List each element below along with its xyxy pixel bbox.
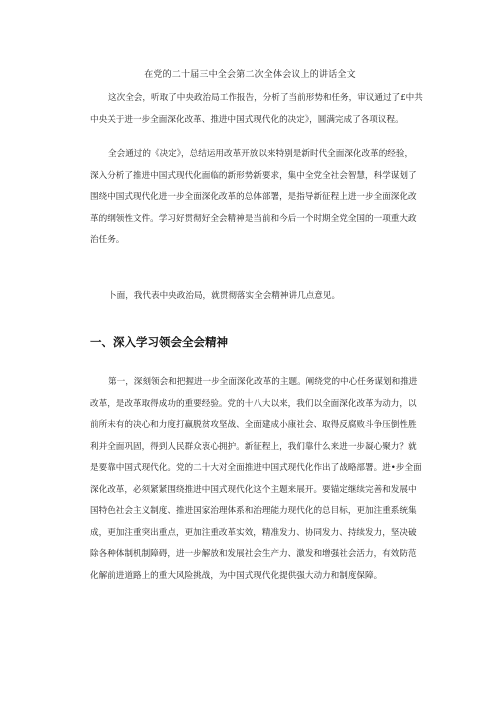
paragraph-line: 是要靠中国式现代化。党的二十大对全面推进中国式现代化作出了战略部署。进•步全面 [90,463,422,473]
paragraph-line: 卜面，我代表中央政治局，就贯彻落实全会精神讲几点意见。 [108,291,341,301]
paragraph-line: 前所未有的决心和力度打赢脱贫攻坚战、全面建成小康社会、取得反腐败斗争压倒性胜 [90,420,417,430]
paragraph-line: 利并全面巩固，得到人民群众衷心拥护。新征程上，我们靠什么来进一步凝心聚力？就 [90,441,417,452]
paragraph-line: 国特色社会主义制度、推进国家治理体系和治理能力现代化的总目标，更加注重系统集 [90,506,417,516]
paragraph-line: 治任务。 [90,235,125,245]
paragraph-line: 改革，是改革取得成功的重要经验。党的十八大以来，我们以全面深化改革为动力，以 [90,398,417,409]
section-heading-1: 一、深入学习领会全会精神 [90,335,228,349]
paragraph-line: 深化改革，必须紧紧围绕推进中国式现代化这个主题来展开。要锚定继续完善和发展中 [90,484,417,495]
paragraph-4 [90,372,435,587]
paragraph-line: 第一，深刻领会和把握进一步全面深化改革的主题。阐绕党的中心任务谋划和推进 [108,377,418,387]
paragraph-line: 这次全会，听取了中央政治局工作报告，分析了当前形势和任务，审议通过了£中共 [108,93,423,103]
paragraph-2 [90,144,435,252]
paragraph-line: 成，更加注重突出重点，更加注重改革实效，精准发力、协同发力、持续发力，坚决破 [90,527,417,538]
paragraph-line: 化解前进道路上的重大风险挑战，为中国式现代化提供强大动力和制度保障。 [90,570,383,581]
paragraph-1 [90,88,435,131]
paragraph-3 [90,286,435,308]
paragraph-line: 深入分析了推进中国式现代化面临的新形势新要求，集中全党全社会智慧，科学谋划了 [90,170,417,181]
paragraph-line: 围绕中国式现代化进一步全面深化改革的总体部署，是指导新征程上进一步全面深化改 [90,192,417,202]
paragraph-line: 革的纲领性文件。学习好贯彻好全会精神是当前和今后一个时期全党全国的一项重大政 [90,213,417,224]
paragraph-line: 全会通过的《决定》，总结运用改革开放以来特别是新时代全面深化改革的经验， [108,149,414,159]
document-title: 在党的二十届三中全会第二次全体会议上的讲话全文 [144,70,356,80]
paragraph-line: 除各种体制机制障碍，进一步解放和发展社会生产力、激发和增强社会活力，有效防范 [90,549,417,559]
paragraph-line: 中央关于进一步全面深化改革、推进中国式现代化的决定》，圆满完成了各项议程。 [90,114,404,125]
